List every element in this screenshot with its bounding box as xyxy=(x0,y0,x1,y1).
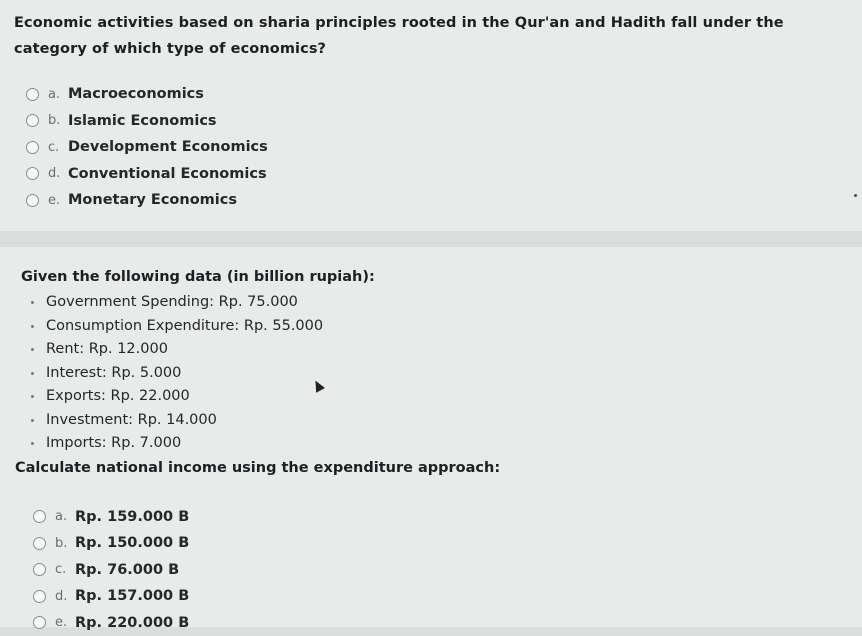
data-item xyxy=(31,409,848,433)
option-label: Macroeconomics xyxy=(68,86,204,102)
option-label: Rp. 150.000 B xyxy=(75,535,189,551)
bullet-icon xyxy=(31,419,34,422)
option-label: Rp. 157.000 B xyxy=(75,588,189,604)
data-item-text: Rent: Rp. 12.000 xyxy=(46,338,168,362)
option-letter: a. xyxy=(48,87,68,102)
option-label: Rp. 159.000 B xyxy=(75,509,189,525)
data-item xyxy=(31,338,848,362)
data-item-text: Imports: Rp. 7.000 xyxy=(46,432,181,456)
data-item xyxy=(31,385,848,409)
option-letter: e. xyxy=(55,615,75,630)
option-a[interactable] xyxy=(21,504,848,531)
radio-button[interactable] xyxy=(26,88,39,101)
data-item xyxy=(31,315,848,339)
option-letter: a. xyxy=(55,509,75,524)
question-card-1 xyxy=(0,0,862,231)
option-letter: b. xyxy=(48,113,68,128)
option-d[interactable] xyxy=(14,161,848,188)
data-item xyxy=(31,291,848,315)
option-letter: b. xyxy=(55,536,75,551)
radio-button[interactable] xyxy=(26,141,39,154)
option-c[interactable] xyxy=(14,134,848,161)
option-letter: c. xyxy=(55,562,75,577)
option-label: Conventional Economics xyxy=(68,166,267,182)
radio-button[interactable] xyxy=(33,590,46,603)
option-c[interactable] xyxy=(21,557,848,584)
dust-speck xyxy=(854,194,857,197)
option-e[interactable] xyxy=(21,610,848,636)
answer-options xyxy=(21,504,848,636)
data-intro: Given the following data (in billion rupiah): xyxy=(21,267,848,287)
data-list xyxy=(21,291,848,456)
data-item xyxy=(31,432,848,456)
option-label: Islamic Economics xyxy=(68,113,217,129)
answer-options xyxy=(14,81,848,214)
question-card-2 xyxy=(0,247,862,627)
option-letter: c. xyxy=(48,140,68,155)
data-item-text: Consumption Expenditure: Rp. 55.000 xyxy=(46,315,323,339)
data-item-text: Exports: Rp. 22.000 xyxy=(46,385,190,409)
question-text: Economic activities based on sharia principles rooted in the Qur'an and Hadith fall under the category of which type of economics? xyxy=(14,10,848,62)
radio-button[interactable] xyxy=(33,510,46,523)
option-e[interactable] xyxy=(14,187,848,214)
radio-button[interactable] xyxy=(26,194,39,207)
data-item xyxy=(31,362,848,386)
data-item-text: Investment: Rp. 14.000 xyxy=(46,409,217,433)
option-label: Development Economics xyxy=(68,139,268,155)
data-item-text: Government Spending: Rp. 75.000 xyxy=(46,291,298,315)
option-letter: d. xyxy=(55,589,75,604)
option-label: Monetary Economics xyxy=(68,192,237,208)
radio-button[interactable] xyxy=(33,537,46,550)
option-letter: d. xyxy=(48,166,68,181)
option-b[interactable] xyxy=(21,530,848,557)
option-d[interactable] xyxy=(21,583,848,610)
radio-button[interactable] xyxy=(26,167,39,180)
option-a[interactable] xyxy=(14,81,848,108)
radio-button[interactable] xyxy=(33,616,46,629)
bullet-icon xyxy=(31,442,34,445)
option-label: Rp. 76.000 B xyxy=(75,562,179,578)
question-text: Calculate national income using the expenditure approach: xyxy=(15,456,848,480)
bullet-icon xyxy=(31,348,34,351)
option-letter: e. xyxy=(48,193,68,208)
bullet-icon xyxy=(31,301,34,304)
bullet-icon xyxy=(31,395,34,398)
option-label: Rp. 220.000 B xyxy=(75,615,189,631)
radio-button[interactable] xyxy=(26,114,39,127)
option-b[interactable] xyxy=(14,108,848,135)
radio-button[interactable] xyxy=(33,563,46,576)
data-item-text: Interest: Rp. 5.000 xyxy=(46,362,181,386)
bullet-icon xyxy=(31,325,34,328)
bullet-icon xyxy=(31,372,34,375)
